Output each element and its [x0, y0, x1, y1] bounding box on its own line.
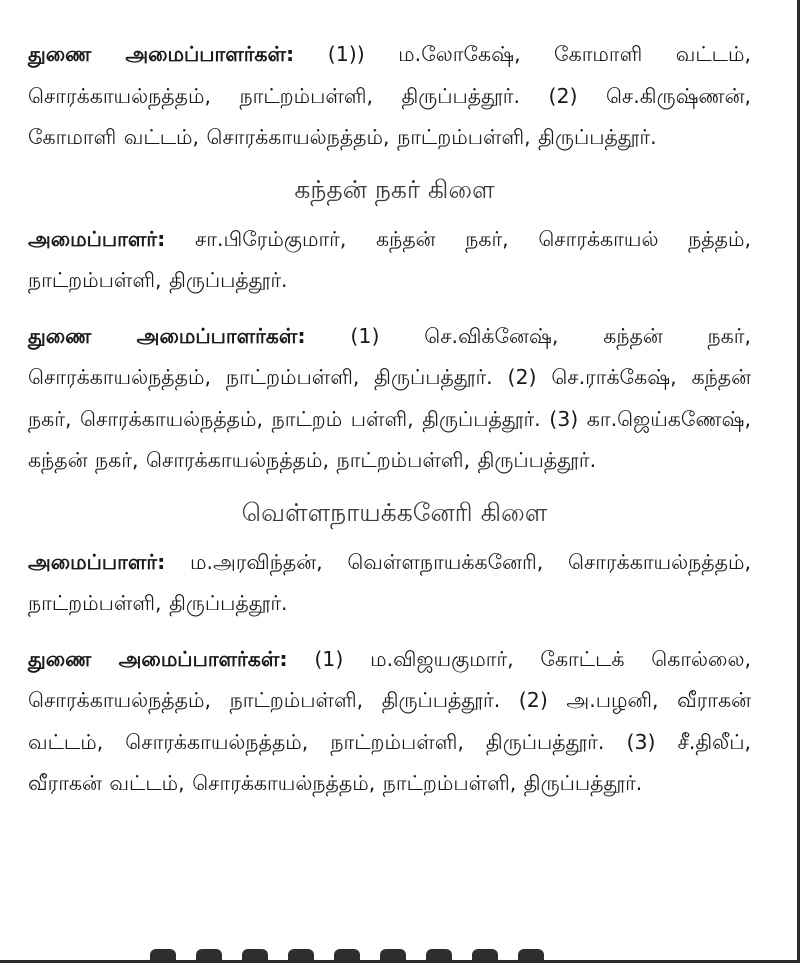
organizer-text: ம.அரவிந்தன், வெள்ளநாயக்கனேரி, சொரக்காயல்நத்தம், நாட்றம்பள்ளி, திருப்பத்தூர். [28, 549, 751, 615]
cut-off-next-heading [150, 948, 590, 963]
section-heading-kandhan-nagar: கந்தன் நகர் கிளை [294, 174, 495, 204]
organizer-label: அமைப்பாளர்: [28, 226, 166, 251]
organizer-paragraph [28, 219, 751, 302]
deputy-organizers-paragraph [28, 316, 751, 482]
deputy-organizers-paragraph [28, 639, 751, 805]
organizer-label: அமைப்பாளர்: [28, 549, 166, 574]
deputy-organizers-text: (1) செ.விக்னேஷ், கந்தன் நகர், சொரக்காயல்நத்தம், நாட்றம்பள்ளி, திருப்பத்தூர். (2) செ.ராக்கேஷ், கந்தன் நகர், சொரக்காயல்நத்தம், நாட்றம் பள்ளி, திருப்பத்தூர். (3) கா.ஜெய்கணேஷ், கந்தன் நகர், சொரக்காயல்நத்தம், நாட்றம்பள்ளி, திருப்பத்தூர். [28, 323, 751, 472]
section-heading-vellanayakkaneri: வெள்ளநாயக்கனேரி கிளை [241, 497, 548, 527]
deputy-organizers-paragraph [28, 34, 751, 159]
deputy-organizers-label: துணை அமைப்பாளர்கள்: [28, 42, 295, 66]
organizer-text: சா.பிரேம்குமார், கந்தன் நகர், சொரக்காயல் நத்தம், நாட்றம்பள்ளி, திருப்பத்தூர். [28, 226, 751, 292]
organizer-paragraph [28, 542, 751, 625]
deputy-organizers-text: (1) ம.விஜயகுமார், கோட்டக் கொல்லை, சொரக்காயல்நத்தம், நாட்றம்பள்ளி, திருப்பத்தூர். (2) அ.பழனி, வீராகன் வட்டம், சொரக்காயல்நத்தம், நாட்றம்பள்ளி, திருப்பத்தூர். (3) சீ.திலீப், வீராகன் வட்டம், சொரக்காயல்நத்தம், நாட்றம்பள்ளி, திருப்பத்தூர். [28, 646, 751, 795]
deputy-organizers-text: (1)) ம.லோகேஷ், கோமாளி வட்டம், சொரக்காயல்நத்தம், நாட்றம்பள்ளி, திருப்பத்தூர். (2) செ.கிருஷ்ணன், கோமாளி வட்டம், சொரக்காயல்நத்தம், நாட்றம்பள்ளி, திருப்பத்தூர். [28, 42, 751, 149]
deputy-organizers-label: துணை அமைப்பாளர்கள்: [28, 323, 306, 348]
deputy-organizers-label: துணை அமைப்பாளர்கள்: [28, 646, 288, 671]
